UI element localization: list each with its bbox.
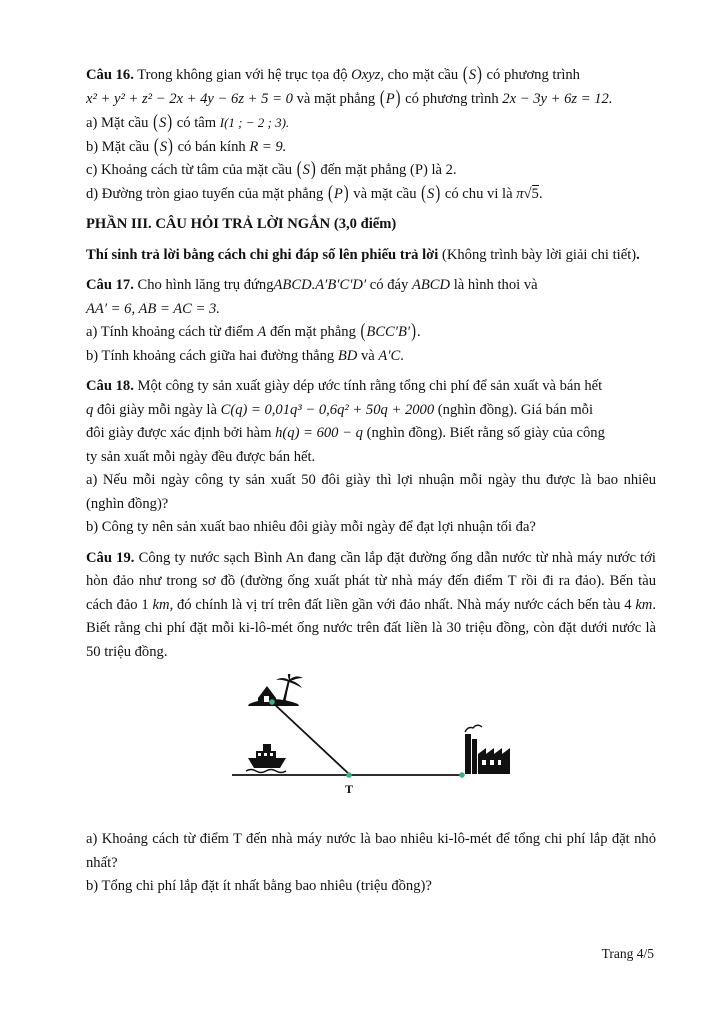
q18-line4: ty sản xuất mỗi ngày đều được bán hết. bbox=[86, 448, 316, 465]
q16-label: Câu 16. bbox=[86, 67, 134, 83]
cost-function: C(q) = 0,01q³ − 0,6q² + 50q + 2000 bbox=[220, 401, 435, 418]
q17-part-a: a) Tính khoảng cách từ điểm A đến mặt phẳng (BCC′B′). bbox=[86, 320, 421, 343]
part3-instructions: Thí sinh trả lời bằng cách chỉ ghi đáp số lên phiếu trả lời (Không trình bày lời giải chi tiết). bbox=[86, 246, 640, 263]
q19-part-b: b) Tổng chi phí lắp đặt ít nhất bằng bao nhiêu (triệu đồng)? bbox=[86, 878, 432, 894]
underwater-pipe bbox=[272, 702, 349, 774]
q19-label: Câu 19. bbox=[86, 549, 135, 566]
island-point bbox=[269, 699, 275, 705]
point-t bbox=[346, 772, 352, 778]
q19-stem: Câu 19. Công ty nước sạch Bình An đang cần lắp đặt đường ống dẫn nước từ nhà máy nước tới hòn đảo như trong sơ đồ (đường ống xuất phát từ nhà máy đến điểm T rồi đi ra đảo). Bến tàu cách đảo 1 km, đó chính là vị trí trên đất liền gần với đảo nhất. Nhà máy nước cách bến tàu 4 km. Biết rằng chi phí đặt mỗi ki-lô-mét ống nước trên đất liền là 30 triệu đồng, còn đặt dưới nước là 50 triệu đồng. bbox=[86, 549, 656, 660]
q17-part-b: b) Tính khoảng cách giữa hai đường thẳng BD và A′C. bbox=[86, 347, 404, 364]
q17-given: AA′ = 6, AB = AC = 3. bbox=[86, 300, 220, 317]
factory-point bbox=[459, 772, 465, 778]
q16-option-d: d) Đường tròn giao tuyến của mặt phẳng (P) và mặt cầu (S) có chu vi là π√5. bbox=[86, 182, 543, 205]
q18-line3: đôi giày được xác định bởi hàm h(q) = 600 − q (nghìn đồng). Biết rằng số giày của công bbox=[86, 425, 605, 441]
island-icon bbox=[248, 674, 303, 706]
part3-title: PHẦN III. CÂU HỎI TRẢ LỜI NGẮN (3,0 điểm) bbox=[86, 216, 397, 232]
factory-icon bbox=[465, 725, 510, 774]
page-number: Trang 4/5 bbox=[601, 946, 654, 961]
pipeline-diagram bbox=[86, 674, 656, 814]
price-function: h(q) = 600 − q bbox=[275, 425, 363, 441]
sphere-equation: x² + y² + z² − 2x + 4y − 6z + 5 = 0 bbox=[86, 90, 293, 107]
q16-option-c: c) Khoảng cách từ tâm của mặt cầu (S) đến mặt phẳng (P) là 2. bbox=[86, 158, 457, 181]
page-content bbox=[86, 64, 656, 899]
q18-part-b: b) Công ty nên sản xuất bao nhiêu đôi giày mỗi ngày để đạt lợi nhuận tối đa? bbox=[86, 519, 536, 535]
q16-option-b: b) Mặt cầu (S) có bán kính R = 9. bbox=[86, 135, 287, 158]
q18-line1: Câu 18. Một công ty sản xuất giày dép ước tính rằng tổng chi phí để sản xuất và bán hết bbox=[86, 378, 603, 394]
plane-equation: 2x − 3y + 6z = 12. bbox=[502, 90, 613, 107]
point-t-label: T bbox=[345, 782, 354, 796]
q18-label: Câu 18. bbox=[86, 378, 134, 394]
q16-stem: Câu 16. Trong không gian với hệ trục tọa độ Oxyz, cho mặt cầu (S) có phương trình bbox=[86, 63, 580, 86]
ship-icon bbox=[246, 744, 286, 773]
q16-equations: x² + y² + z² − 2x + 4y − 6z + 5 = 0 và mặt phẳng (P) có phương trình 2x − 3y + 6z = 12. bbox=[86, 87, 613, 110]
q17-label: Câu 17. bbox=[86, 277, 134, 293]
q17-stem: Câu 17. Cho hình lăng trụ đứngABCD.A′B′C′D′ có đáy ABCD là hình thoi và bbox=[86, 277, 538, 293]
sqrt-sign: √ bbox=[523, 185, 532, 202]
q18-part-a: a) Nếu mỗi ngày công ty sản xuất 50 đôi giày thì lợi nhuận mỗi ngày thu được là bao nhiêu (nghìn đồng)? bbox=[86, 472, 656, 512]
q19-part-a: a) Khoảng cách từ điểm T đến nhà máy nước là bao nhiêu ki-lô-mét để tổng chi phí lắp đặt nhỏ nhất? bbox=[86, 831, 656, 871]
q18-line2: q đôi giày mỗi ngày là C(q) = 0,01q³ − 0,6q² + 50q + 2000 (nghìn đồng). Giá bán mỗi bbox=[86, 401, 594, 418]
q16-option-a: a) Mặt cầu (S) có tâm I(1 ; − 2 ; 3). bbox=[86, 111, 290, 134]
